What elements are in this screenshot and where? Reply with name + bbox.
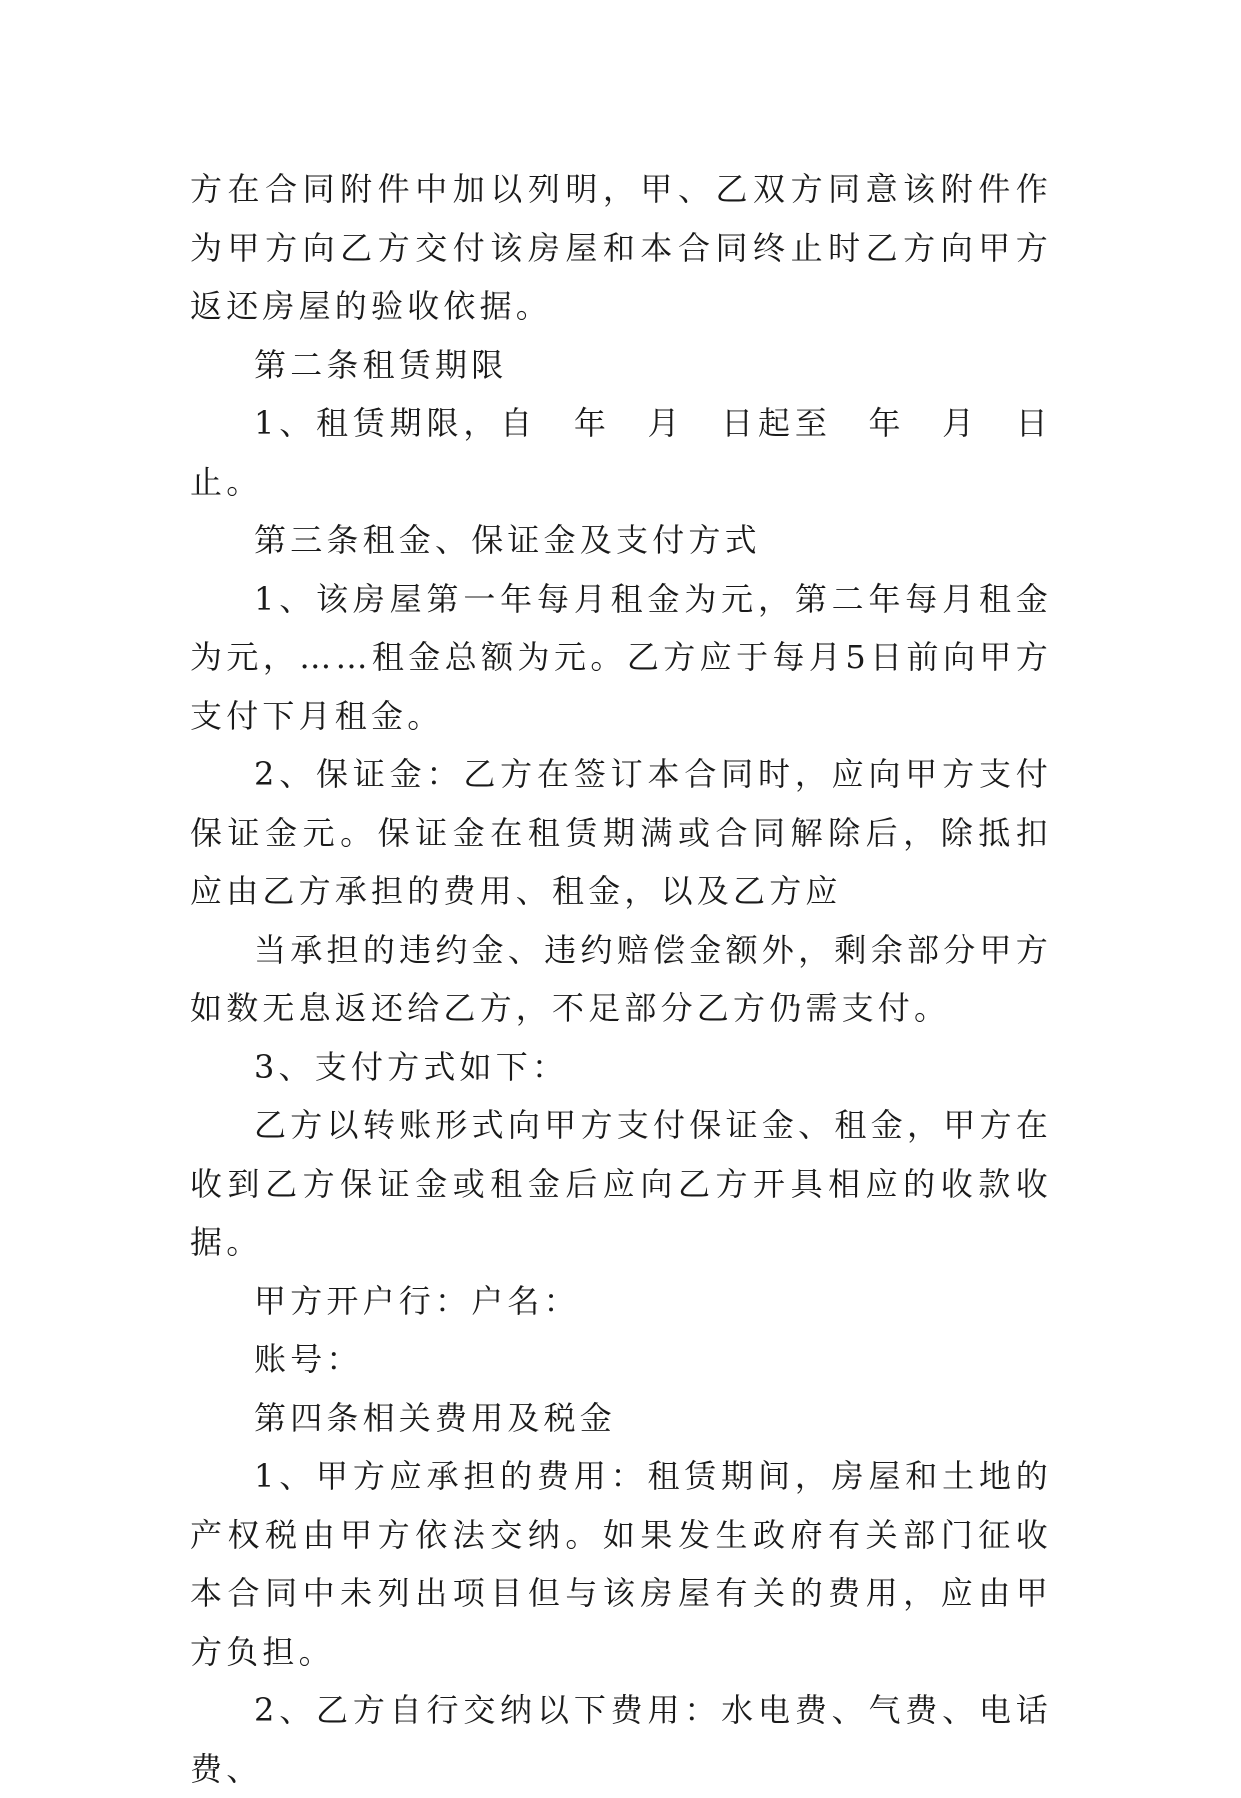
paragraph-lessor-fees: 1、甲方应承担的费用：租赁期间，房屋和土地的产权税由甲方依法交纳。如果发生政府有关部门征收本合同中未列出项目但与该房屋有关的费用，应由甲方负担。 <box>190 1457 1052 1671</box>
paragraph-attachment-clause: 方在合同附件中加以列明，甲、乙双方同意该附件作为甲方向乙方交付该房屋和本合同终止时乙方向甲方返还房屋的验收依据。 <box>190 170 1052 325</box>
paragraph-deposit: 2、保证金：乙方在签订本合同时，应向甲方支付保证金元。保证金在租赁期满或合同解除后，除抵扣应由乙方承担的费用、租金，以及乙方应 <box>190 755 1052 910</box>
paragraph-payment-method: 3、支付方式如下： <box>254 1047 569 1086</box>
paragraph-lessee-fees: 2、乙方自行交纳以下费用：水电费、气费、电话费、 <box>190 1691 1052 1788</box>
paragraph-transfer: 乙方以转账形式向甲方支付保证金、租金，甲方在收到乙方保证金或租金后应向乙方开具相应的收款收据。 <box>190 1106 1052 1261</box>
paragraph-account-number: 账号： <box>254 1340 363 1378</box>
document-body <box>190 160 1052 1798</box>
heading-article-4: 第四条相关费用及税金 <box>254 1398 617 1437</box>
paragraph-lease-term: 1、租赁期限，自 年 月 日起至 年 月 日止。 <box>190 404 1052 501</box>
paragraph-bank-account-name: 甲方开户行：户名： <box>254 1281 580 1320</box>
heading-article-3: 第三条租金、保证金及支付方式 <box>254 521 761 559</box>
heading-article-2: 第二条租赁期限 <box>254 345 508 384</box>
paragraph-rent: 1、该房屋第一年每月租金为元，第二年每月租金为元，……租金总额为元。乙方应于每月5日前向甲方支付下月租金。 <box>190 579 1052 735</box>
paragraph-deposit-continued: 当承担的违约金、违约赔偿金额外，剩余部分甲方如数无息返还给乙方，不足部分乙方仍需支付。 <box>190 930 1052 1027</box>
